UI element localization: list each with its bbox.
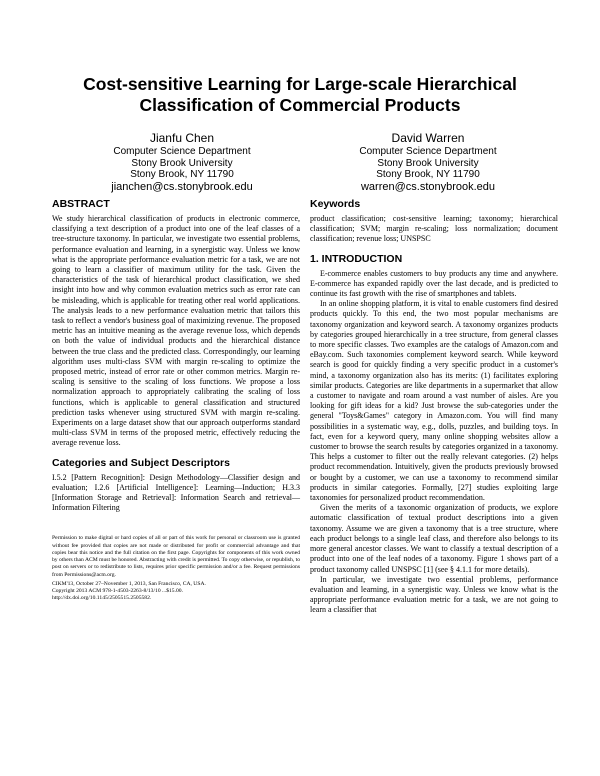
right-column (310, 198, 558, 616)
title-line-1: Cost-sensitive Learning for Large-scale Hierarchical (83, 74, 517, 94)
intro-paragraph-4: In particular, we investigate two essential problems, performance evaluation and learning, in a synergistic way. Unless we know what is the appropriate performance evaluation metric for a task, we are not going to learn a classifier that (310, 574, 558, 615)
author-name: David Warren (391, 131, 465, 145)
author-dept: Computer Science Department (113, 146, 251, 157)
permission-block (52, 535, 300, 602)
author-city: Stony Brook, NY 11790 (130, 169, 234, 180)
keywords-text: product classification; cost-sensitive learning; taxonomy; hierarchical classification; SVM; margin re-scaling; loss normalization; document classification; revenue loss; UNSPSC (310, 214, 558, 244)
permission-text: Permission to make digital or hard copies of all or part of this work for personal or classroom use is granted without fee provided that copies are not made or distributed for profit or commercial advantage and that copies bear this notice and the full citation on the first page. Copyrights for components of this work owned by others than ACM must be honored. Abstracting with credit is permitted. To copy otherwise, or republish, to post on servers or to redistribute to lists, requires prior specific permission and/or a fee. Request permissions from Permissions@acm.org. (52, 535, 300, 578)
author-name: Jianfu Chen (149, 131, 215, 145)
author-block-1 (72, 131, 292, 194)
intro-paragraph-3: Given the merits of a taxonomic organization of products, we explore automatic classification of textual product descriptions into a given taxonomy. Assume we are given a taxonomy that is a tree structure, where each product belongs to a single leaf class, and therefore also belongs to its more general ancestor classes. We want to classify a textual description of a product into one of the leaf nodes of a taxonomy. Figure 1 shows part of a product taxonomy called UNSPSC [1] (see § 4.1.1 for more details). (310, 503, 558, 574)
keywords-heading: Keywords (310, 198, 361, 210)
author-email: warren@cs.stonybrook.edu (360, 180, 496, 193)
abstract-text: We study hierarchical classification of products in electronic commerce, classifying a text description of a product into one of the leaf classes of a tree-structure taxonomy. In particular, we investigate two essential problems, performance evaluation and learning, in a synergistic way. Unless we know what is the appropriate performance evaluation metric for a task, we are not going to learn a classifier of maximum utility for the task. Given the characteristics of the task of hierarchical product classification, we shed insight into how and why common evaluation metrics such as error rate can be misleading, which is applicable for treating other real world applications. The analysis leads to a new performance evaluation metric that tailors this task to reflect a vendor's business goal of maximizing revenue. The proposed metric has an intuitive meaning as the average revenue loss, which depends on both the value of individual products and the hierarchical distance between the true class and the predicted class. Correspondingly, our learning algorithm uses multi-class SVM with margin re-scaling to optimize the proposed metric, instead of error rate or other common metrics. Margin re-scaling is sensitive to the scaling of loss functions. We propose a loss normalization approach to appropriately calibrating the scaling of loss functions, which is applicable to general classification and structured prediction tasks whenever using structured SVM with margin re-scaling. Experiments on a large dataset show that our approach outperforms standard multi-class SVM in terms of the proposed metric, effectively reducing the average revenue loss. (52, 214, 300, 448)
categories-text: I.5.2 [Pattern Recognition]: Design Methodology—Classifier design and evaluation; I.2.6 [Artificial Intelligence]: Learning—Induction; H.3.3 [Information Storage and Retrieval]: Information Search and retrieval—Information Filtering (52, 472, 300, 513)
author-email: jianchen@cs.stonybrook.edu (111, 180, 253, 193)
abstract-heading: ABSTRACT (52, 198, 110, 210)
title-line-2: Classification of Commercial Products (139, 95, 461, 115)
categories-heading: Categories and Subject Descriptors (52, 456, 230, 469)
author-univ: Stony Brook University (377, 157, 479, 169)
intro-paragraph-1: E-commerce enables customers to buy products any time and anywhere. E-commerce has expanded rapidly over the last decade, and is predicted to continue its fast growth with the rise of smartphones and tablets. (310, 268, 558, 299)
author-dept: Computer Science Department (359, 146, 497, 157)
author-block-2 (318, 131, 538, 194)
left-column (52, 198, 300, 602)
copyright-line: Copyright 2013 ACM 978-1-4503-2263-8/13/10 ...$15.00. (52, 587, 183, 594)
author-city: Stony Brook, NY 11790 (376, 169, 480, 180)
intro-heading: 1. INTRODUCTION (310, 252, 403, 265)
venue-line: CIKM'13, October 27–November 1, 2013, San Francisco, CA, USA. (52, 580, 206, 587)
paper-title (40, 74, 560, 116)
intro-paragraph-2: In an online shopping platform, it is vital to enable customers find desired products quickly. To this end, the two most popular mechanisms are taxonomy organization and keyword search. A taxonomy organizes products by categories grouped hierarchically in a tree structure, from general classes to more specific classes. Two examples are the catalogs of Amazon.com and eBay.com. Such taxonomies complement keyword search. While keyword search is good for quickly finding a very specific product in a customer's mind, a taxonomy organization also has its merits: (1) facilitates exploring similar products. Categories are like departments in a supermarket that allow a customer to navigate and roam around a vast number of aisles. Are you looking for gift ideas for a kid? Just browse the sub-categories under the general "Toys&Games" category in Amazon.com. You will find many possibilities in a systematic way, e.g., dolls, puzzles, and building toys. In fact, even for a keyword query, many online shopping websites allow a customer to browse the search results by categories organized in a taxonomy. This helps a customer to filter out the really relevant categories. (2) helps product recommendation. Intuitively, given the products previously browsed or bought by a customer, we can use a taxonomy to recommend similar products in similar categories. Formally, [27] studies exploiting large taxonomies for personalized product recommendation. (310, 299, 558, 503)
doi-line: http://dx.doi.org/10.1145/2505515.2505582. (52, 595, 152, 602)
author-univ: Stony Brook University (131, 157, 233, 169)
